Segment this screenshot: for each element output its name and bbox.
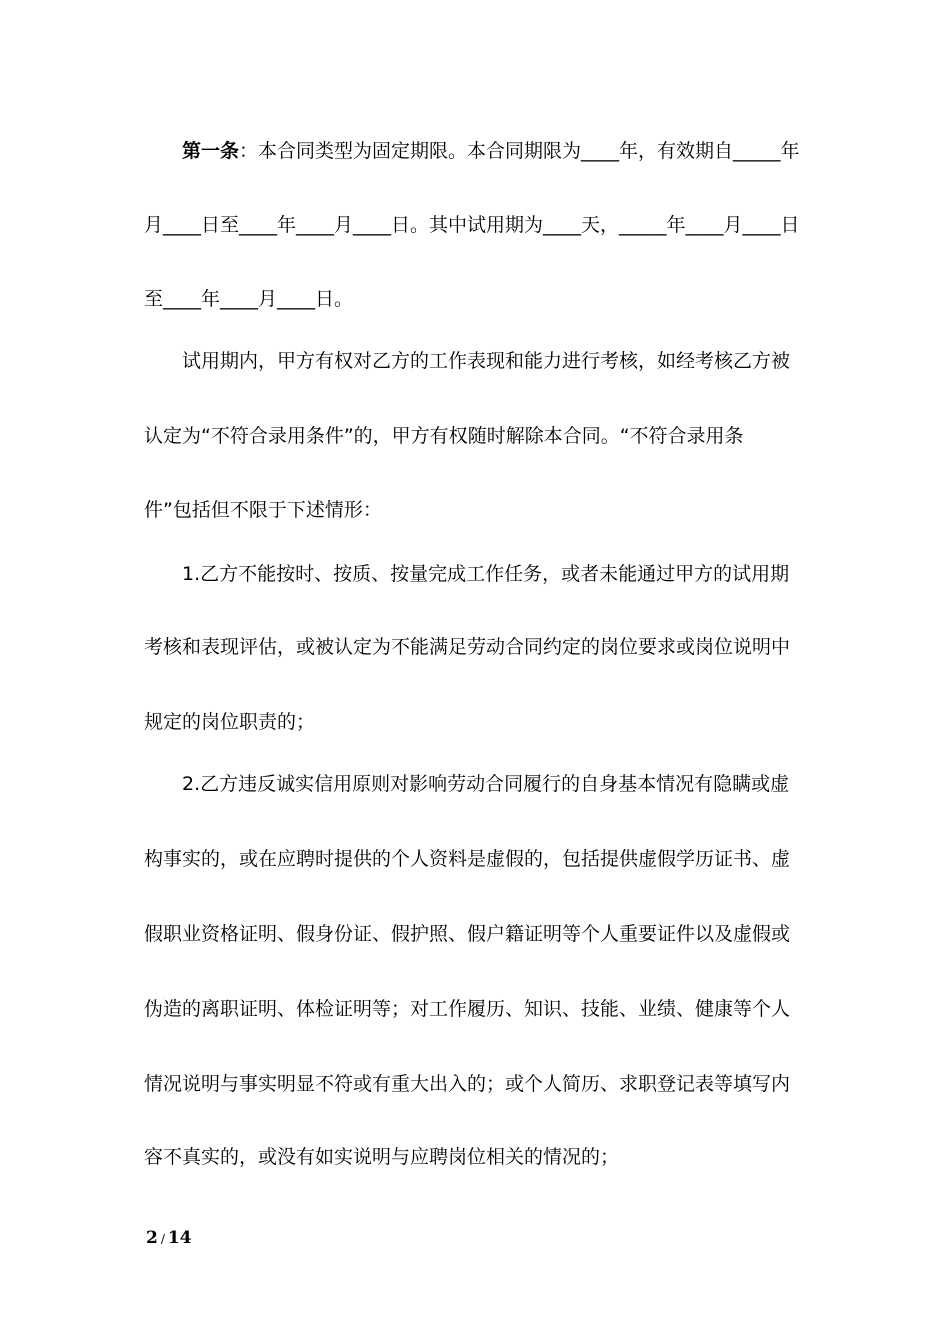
probation-line-2: 认定为“不符合录用条件”的，甲方有权随时解除本合同。“不符合录用条: [144, 425, 744, 447]
probation-line-3: 件”包括但不限于下述情形：: [144, 499, 382, 521]
article1-text: ：本合同类型为固定期限。本合同期限为____年，有效期自_____年: [239, 140, 800, 162]
page-total: 14: [167, 1228, 192, 1248]
page-separator: /: [160, 1232, 165, 1246]
item2-line-1: 2.乙方违反诚实信用原则对影响劳动合同履行的自身基本情况有隐瞒或虚: [182, 773, 790, 795]
item2-line-2: 构事实的，或在应聘时提供的个人资料是虚假的，包括提供虚假学历证书、虚: [144, 848, 791, 870]
article1-line-3: 至____年____月____日。: [144, 288, 354, 310]
page-current: 2: [146, 1228, 158, 1248]
article1-line-1: [182, 138, 800, 164]
probation-line-1: 试用期内，甲方有权对乙方的工作表现和能力进行考核，如经考核乙方被: [182, 350, 791, 372]
article-heading: 第一条: [182, 140, 240, 162]
item1-line-2: 考核和表现评估，或被认定为不能满足劳动合同约定的岗位要求或岗位说明中: [144, 636, 791, 658]
item1-line-3: 规定的岗位职责的；: [144, 711, 316, 733]
item1-line-1: 1.乙方不能按时、按质、按量完成工作任务，或者未能通过甲方的试用期: [182, 563, 790, 585]
item2-line-5: 情况说明与事实明显不符或有重大出入的；或个人简历、求职登记表等填写内: [144, 1073, 791, 1095]
page-number: [146, 1226, 192, 1251]
item2-line-3: 假职业资格证明、假身份证、假护照、假户籍证明等个人重要证件以及虚假或: [144, 923, 791, 945]
item2-line-6: 容不真实的，或没有如实说明与应聘岗位相关的情况的；: [144, 1146, 620, 1168]
item2-line-4: 伪造的离职证明、体检证明等；对工作履历、知识、技能、业绩、健康等个人: [144, 998, 791, 1020]
article1-line-2: 月____日至____年____月____日。其中试用期为____天，_____年____月____日: [144, 214, 800, 236]
